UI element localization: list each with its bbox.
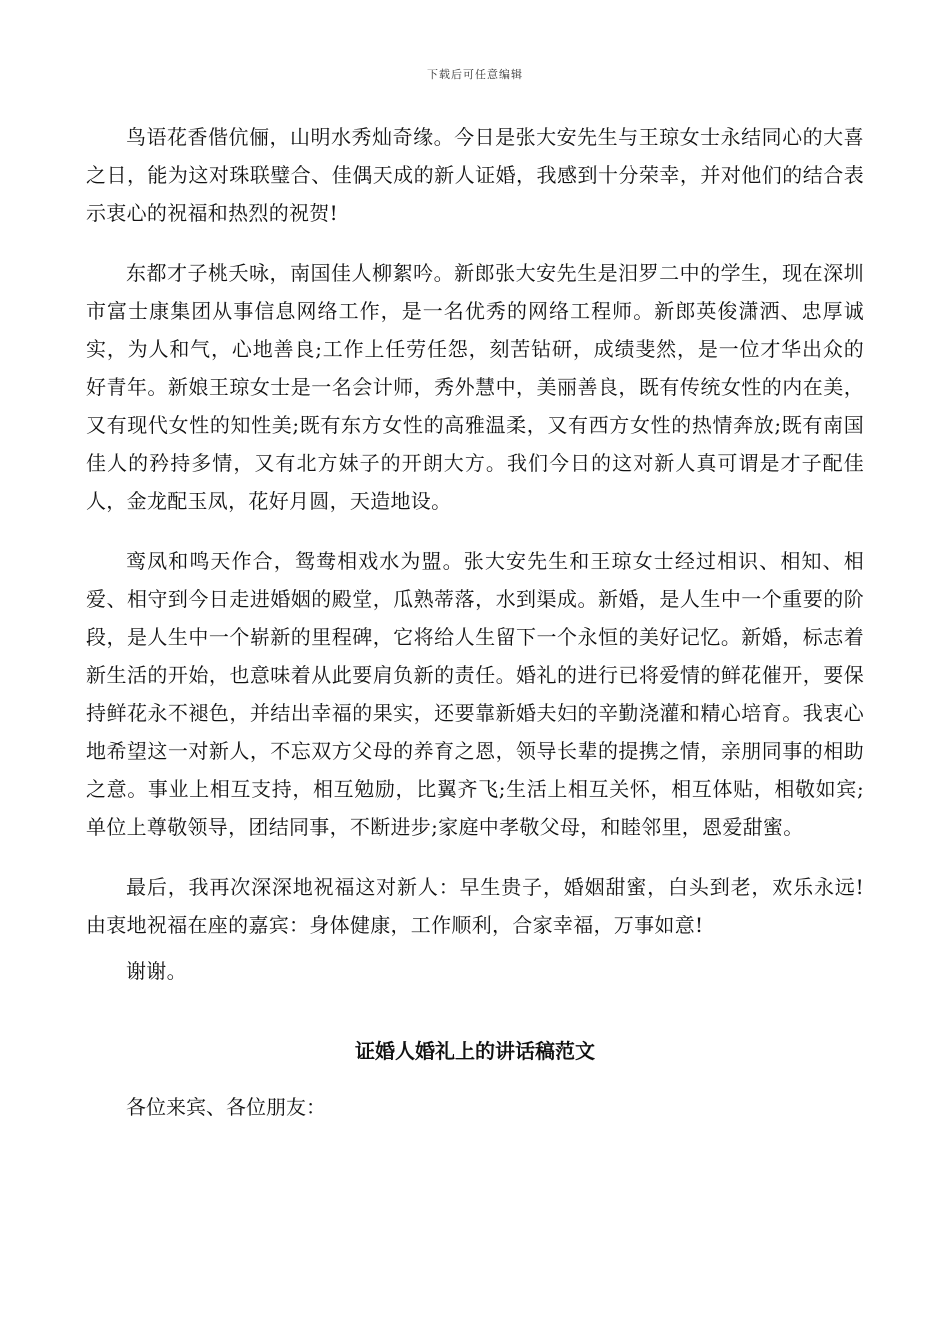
salutation: 各位来宾、各位朋友： — [126, 1095, 326, 1119]
paragraph-opening: 鸟语花香偕伉俪，山明水秀灿奇缘。今日是张大安先生与王琼女士永结同心的大喜之日，能为这对珠联璧合、佳偶天成的新人证婚，我感到十分荣幸，并对他们的结合表示衷心的祝福和热烈的祝贺! — [86, 125, 864, 225]
paragraph-marriage-wishes: 鸾凤和鸣天作合，鸳鸯相戏水为盟。张大安先生和王琼女士经过相识、相知、相爱、相守到今日走进婚姻的殿堂，瓜熟蒂落，水到渠成。新婚，是人生中一个重要的阶段，是人生中一个崭新的里程碑，它将给人生留下一个永恒的美好记忆。新婚，标志着新生活的开始，也意味着从此要肩负新的责任。婚礼的进行已将爱情的鲜花催开，要保持鲜花永不褪色，并结出幸福的果实，还要靠新婚夫妇的辛勤浇灌和精心培育。我衷心地希望这一对新人，不忘双方父母的养育之恩，领导长辈的提携之情，亲朋同事的相助之意。事业上相互支持，相互勉励，比翼齐飞;生活上相互关怀，相互体贴，相敬如宾;单位上尊敬领导，团结同事，不断进步;家庭中孝敬父母，和睦邻里，恩爱甜蜜。 — [86, 549, 864, 839]
paragraph-couple-intro: 东都才子桃夭咏，南国佳人柳絮吟。新郎张大安先生是汨罗二中的学生，现在深圳市富士康集团从事信息网络工作，是一名优秀的网络工程师。新郎英俊潇洒、忠厚诚实，为人和气，心地善良;工作上任劳任怨，刻苦钻研，成绩斐然，是一位才华出众的好青年。新娘王琼女士是一名会计师，秀外慧中，美丽善良，既有传统女性的内在美，又有现代女性的知性美;既有东方女性的高雅温柔，又有西方女性的热情奔放;既有南国佳人的矜持多情，又有北方妹子的开朗大方。我们今日的这对新人真可谓是才子配佳人，金龙配玉凤，花好月圆，天造地设。 — [86, 261, 864, 513]
section-title: 证婚人婚礼上的讲话稿范文 — [355, 1039, 595, 1063]
header-note: 下载后可任意编辑 — [427, 68, 523, 81]
paragraph-closing-blessing: 最后，我再次深深地祝福这对新人：早生贵子，婚姻甜蜜，白头到老，欢乐永远!由衷地祝福在座的嘉宾：身体健康，工作顺利，合家幸福，万事如意! — [86, 875, 864, 937]
paragraph-thanks: 谢谢。 — [126, 959, 187, 983]
document-body — [86, 118, 864, 1126]
